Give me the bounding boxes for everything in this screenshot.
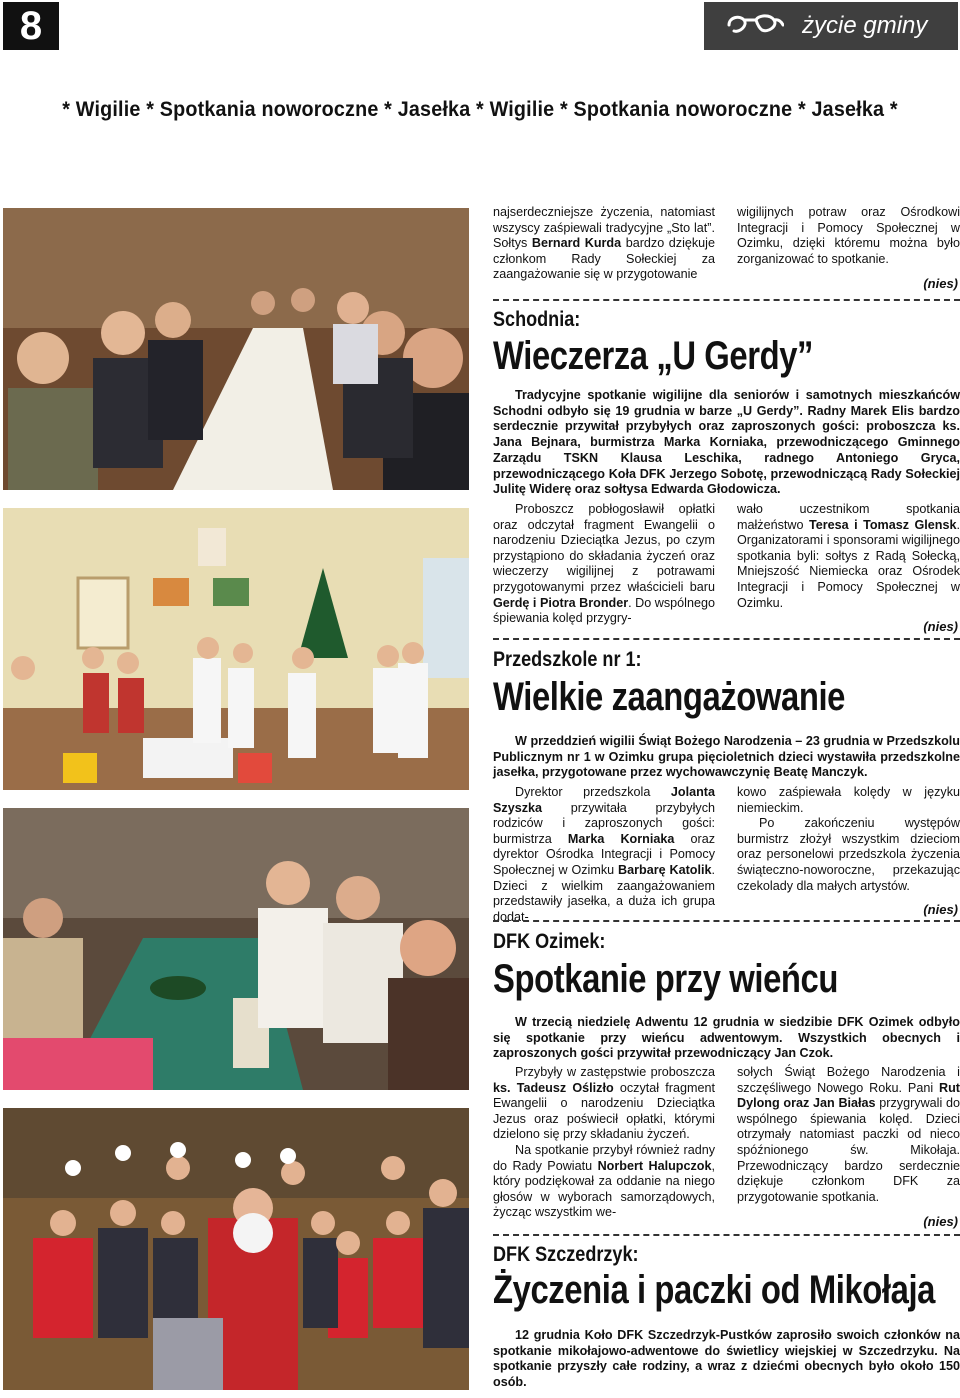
- article1-headline: Wieczerza „U Gerdy”: [493, 334, 814, 378]
- article3-column-1: Przybyły w zastępstwie proboszcza ks. Tadeusz Oślizło oczytał fragment Ewangelii o narodzeniu Dzieciątka Jezus oraz poświecił opłatki, którymi dzielono się przy składaniu życzeń. Na spotkanie przybył również radny do Rady Powiatu Norbert Halupczok, który podziękował za oddanie na niego głosów w wyborach samorządowych, życząc wszystkim we-: [493, 1065, 715, 1220]
- divider: [493, 638, 960, 640]
- divider: [493, 299, 960, 301]
- article3-column-2: sołych Świąt Bożego Narodzenia i szczęśliwego Nowego Roku. Pani Rut Dylong oraz Jan Białas przygrywali do wspólnego śpiewania kolęd. Dzieci otrzymały natomiast paczki od nieco spóźnionego św. Mikołaja. Przewodniczący bardzo serdecznie dziękuje członkom DFK za przygotowanie spotkania.: [737, 1065, 960, 1204]
- article4-kicker: DFK Szczedrzyk:: [493, 1243, 639, 1266]
- photo-seniors-dinner: [3, 208, 469, 490]
- article1-lead: Tradycyjne spotkanie wigilijne dla seniorów i samotnych mieszkańców Schodni odbyło się 19 grudnia w barze „U Gerdy”. Radny Marek Elis bardzo serdecznie przywitał przybyłych oraz zaproszonych gości: proboszcza ks. Jana Bejnara, burmistrza Marka Korniaka, przewodniczącego Gminnego Zarządu TSKN Klausa Leschika, radnego Antoniego Gryca, przewodniczącego Koła DFK Jerzego Sobotę, przewodniczącą Rady Sołeckiej Julitę Widerę oraz sołtysa Edwarda Głodowicza.: [493, 388, 960, 497]
- article3-kicker: DFK Ozimek:: [493, 930, 606, 953]
- article2-kicker: Przedszkole nr 1:: [493, 648, 642, 671]
- article2-headline: Wielkie zaangażowanie: [493, 675, 846, 719]
- article1-signature: (nies): [923, 619, 958, 634]
- topic-banner: * Wigilie * Spotkania noworoczne * Jasełka * Wigilie * Spotkania noworoczne * Jasełka *: [62, 98, 898, 121]
- article2-column-2: kowo zaśpiewała kolędy w języku niemieckim. Po zakończeniu występów burmistrz złożył wszystkim dzieciom oraz personelowi przedszkola życzenia świąteczno-noworoczne, przekazując czekolady dla małych artystów.: [737, 785, 960, 893]
- photo-dfk-ozimek-table: [3, 808, 469, 1090]
- divider: [493, 1234, 960, 1236]
- intro-column-1: najserdeczniejsze życzenia, natomiast wszyscy zaśpiewali tradycyjne „Sto lat”. Sołtys Bernard Kurda bardzo dziękuje członkom Rady Sołeckiej za zaangażowanie się w przygotowanie: [493, 205, 715, 282]
- article2-column-1: Dyrektor przedszkola Jolanta Szyszka przywitała przybyłych rodziców i zaproszonych gości: burmistrza Marka Korniaka oraz dyrektor Ośrodka Integracji i Pomocy Społecznej w Ozimku Barbarę Katolik. Dzieci z wielkim zaangażowaniem przedstawiły jasełka, a duża ich grupa dodat-: [493, 785, 715, 924]
- divider: [493, 920, 960, 922]
- article1-column-2: wało uczestnikom spotkania małżeństwo Teresa i Tomasz Glensk. Organizatorami i sponsorami wigilijnego spotkania byli: sołtys z Radą Sołecką, Mniejszość Niemiecka oraz Ośrodek Integracji i Pomocy Społecznej w Ozimku.: [737, 502, 960, 610]
- article3-lead: W trzecią niedzielę Adwentu 12 grudnia w siedzibie DFK Ozimek odbyło się spotkanie przy wieńcu adwentowym. Wszystkich obecnych i zaproszonych gości przywitał przewodniczący Jan Czok.: [493, 1015, 960, 1061]
- glasses-icon: [726, 11, 784, 42]
- intro-column-2: wigilijnych potraw oraz Ośrodkowi Integracji i Pomocy Społecznej w Ozimku, dzięki któremu można było zorganizować to spotkanie.: [737, 205, 960, 266]
- photo-preschool-nativity: [3, 508, 469, 790]
- section-header: [704, 2, 958, 50]
- article2-lead: W przeddzień wigilii Świąt Bożego Narodzenia – 23 grudnia w Przedszkolu Publicznym nr 1 w Ozimku grupa pięcioletnich dzieci wystawiła przedszkolne jasełka, przygotowane przez wychowawczynię Beatę Manczyk.: [493, 734, 960, 780]
- section-label: życie gminy: [802, 12, 928, 39]
- intro-signature: (nies): [923, 276, 958, 291]
- article2-signature: (nies): [923, 902, 958, 917]
- article1-column-1: Proboszcz pobłogosławił opłatki oraz odczytał fragment Ewangelii o narodzeniu Dzieciątka Jezus, po czym przystąpiono do składania życzeń oraz wieczerzy wigilijnej z potrawami przygotowanymi przez właścicieli baru Gerdę i Piotra Bronder. Do wspólnego śpiewania kolęd przygry-: [493, 502, 715, 626]
- page-number: 8: [3, 2, 59, 50]
- article4-headline: Życzenia i paczki od Mikołaja: [493, 1268, 935, 1312]
- article4-lead: 12 grudnia Koło DFK Szczedrzyk-Pustków zaprosiło swoich członków na spotkanie mikołajowo-adwentowe do świetlicy wiejskiej w Szczedrzyku. Na spotkanie przyszły całe rodziny, a wraz z dziećmi obecnych było około 150 osób.: [493, 1328, 960, 1390]
- photo-szczedrzyk-santa: [3, 1108, 469, 1390]
- article3-signature: (nies): [923, 1214, 958, 1229]
- article3-headline: Spotkanie przy wieńcu: [493, 957, 838, 1001]
- article1-kicker: Schodnia:: [493, 308, 581, 331]
